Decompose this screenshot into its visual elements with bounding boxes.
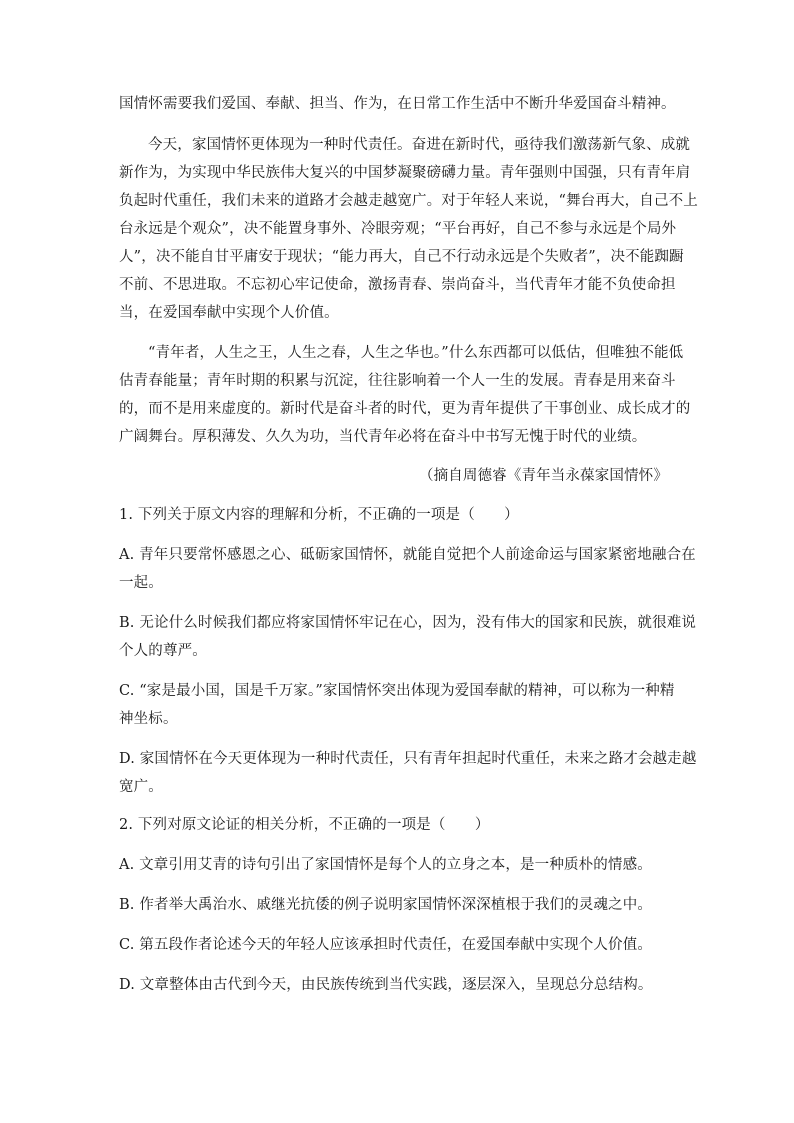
question-2-option-a: A. 文章引用艾青的诗句引出了家国情怀是每个人的立身之本，是一种质朴的情感。 bbox=[119, 857, 652, 873]
question-1-option-b: B. 无论什么时候我们都应将家国情怀牢记在心，因为，没有伟大的国家和民族，就很难说 bbox=[119, 615, 697, 631]
paragraph-youth-line: 估青春能量；青年时期的积累与沉淀，往往影响着一个人一生的发展。青春是用来奋斗 bbox=[119, 373, 676, 389]
paragraph-today-line: 新作为，为实现中华民族伟大复兴的中国梦凝聚磅礴力量。青年强则中国强，只有青年肩 bbox=[119, 165, 691, 181]
question-1-option-c-cont: 神坐标。 bbox=[119, 711, 178, 727]
question-2-option-c: C. 第五段作者论述今天的年轻人应该承担时代责任，在爱国奉献中实现个人价值。 bbox=[119, 937, 652, 953]
paragraph-today-line: 人”，决不能自甘平庸安于现状；“能力再大，自己不行动永远是个失败者”，决不能踟蹰 bbox=[119, 249, 684, 265]
question-2-option-d: D. 文章整体由古代到今天，由民族传统到当代实践，逐层深入，呈现总分总结构。 bbox=[119, 977, 653, 993]
question-1-option-a: A. 青年只要常怀感恩之心、砥砺家国情怀，就能自觉把个人前途命运与国家紧密地融合在 bbox=[119, 547, 696, 563]
source-citation: （摘自周德睿《青年当永葆家国情怀》 bbox=[418, 468, 668, 484]
paragraph-youth-line: 的，而不是用来虚度的。新时代是奋斗者的时代，更为青年提供了干事创业、成长成才的 bbox=[119, 401, 691, 417]
question-1-option-d-cont: 宽广。 bbox=[119, 779, 163, 795]
question-1-option-a-cont: 一起。 bbox=[119, 575, 163, 591]
paragraph-today-line: 负起时代重任，我们未来的道路才会越走越宽广。对于年轻人来说，“舞台再大，自己不上 bbox=[119, 193, 698, 209]
paragraph-today-line: 不前、不思进取。不忘初心牢记使命，激扬青春、崇尚奋斗，当代青年才能不负使命担 bbox=[119, 277, 676, 293]
paragraph-today-line: 今天，家国情怀更体现为一种时代责任。奋进在新时代，亟待我们激荡新气象、成就 bbox=[148, 137, 691, 153]
paragraph-youth-line: 广阔舞台。厚积薄发、久久为功，当代青年必将在奋斗中书写无愧于时代的业绩。 bbox=[119, 429, 647, 445]
question-1-option-b-cont: 个人的尊严。 bbox=[119, 643, 207, 659]
paragraph-youth-line: “青年者，人生之王，人生之春，人生之华也。”什么东西都可以低估，但唯独不能低 bbox=[148, 345, 684, 361]
question-1-stem: 1. 下列关于原文内容的理解和分析，不正确的一项是（ ） bbox=[119, 507, 519, 523]
question-1-option-c: C. “家是最小国，国是千万家。”家国情怀突出体现为爱国奉献的精神，可以称为一种精 bbox=[119, 683, 675, 699]
question-2-option-b: B. 作者举大禹治水、戚继光抗倭的例子说明家国情怀深深植根于我们的灵魂之中。 bbox=[119, 897, 653, 913]
question-1-option-d: D. 家国情怀在今天更体现为一种时代责任，只有青年担起时代重任，未来之路才会越走越 bbox=[119, 751, 697, 767]
paragraph-today-line: 台永远是个观众”，决不能置身事外、冷眼旁观；“平台再好，自己不参与永远是个局外 bbox=[119, 221, 677, 237]
paragraph-intro-line: 国情怀需要我们爱国、奉献、担当、作为，在日常工作生活中不断升华爱国奋斗精神。 bbox=[119, 96, 676, 112]
question-2-stem: 2. 下列对原文论证的相关分析，不正确的一项是（ ） bbox=[119, 817, 490, 833]
paragraph-today-line: 当，在爱国奉献中实现个人价值。 bbox=[119, 305, 339, 321]
